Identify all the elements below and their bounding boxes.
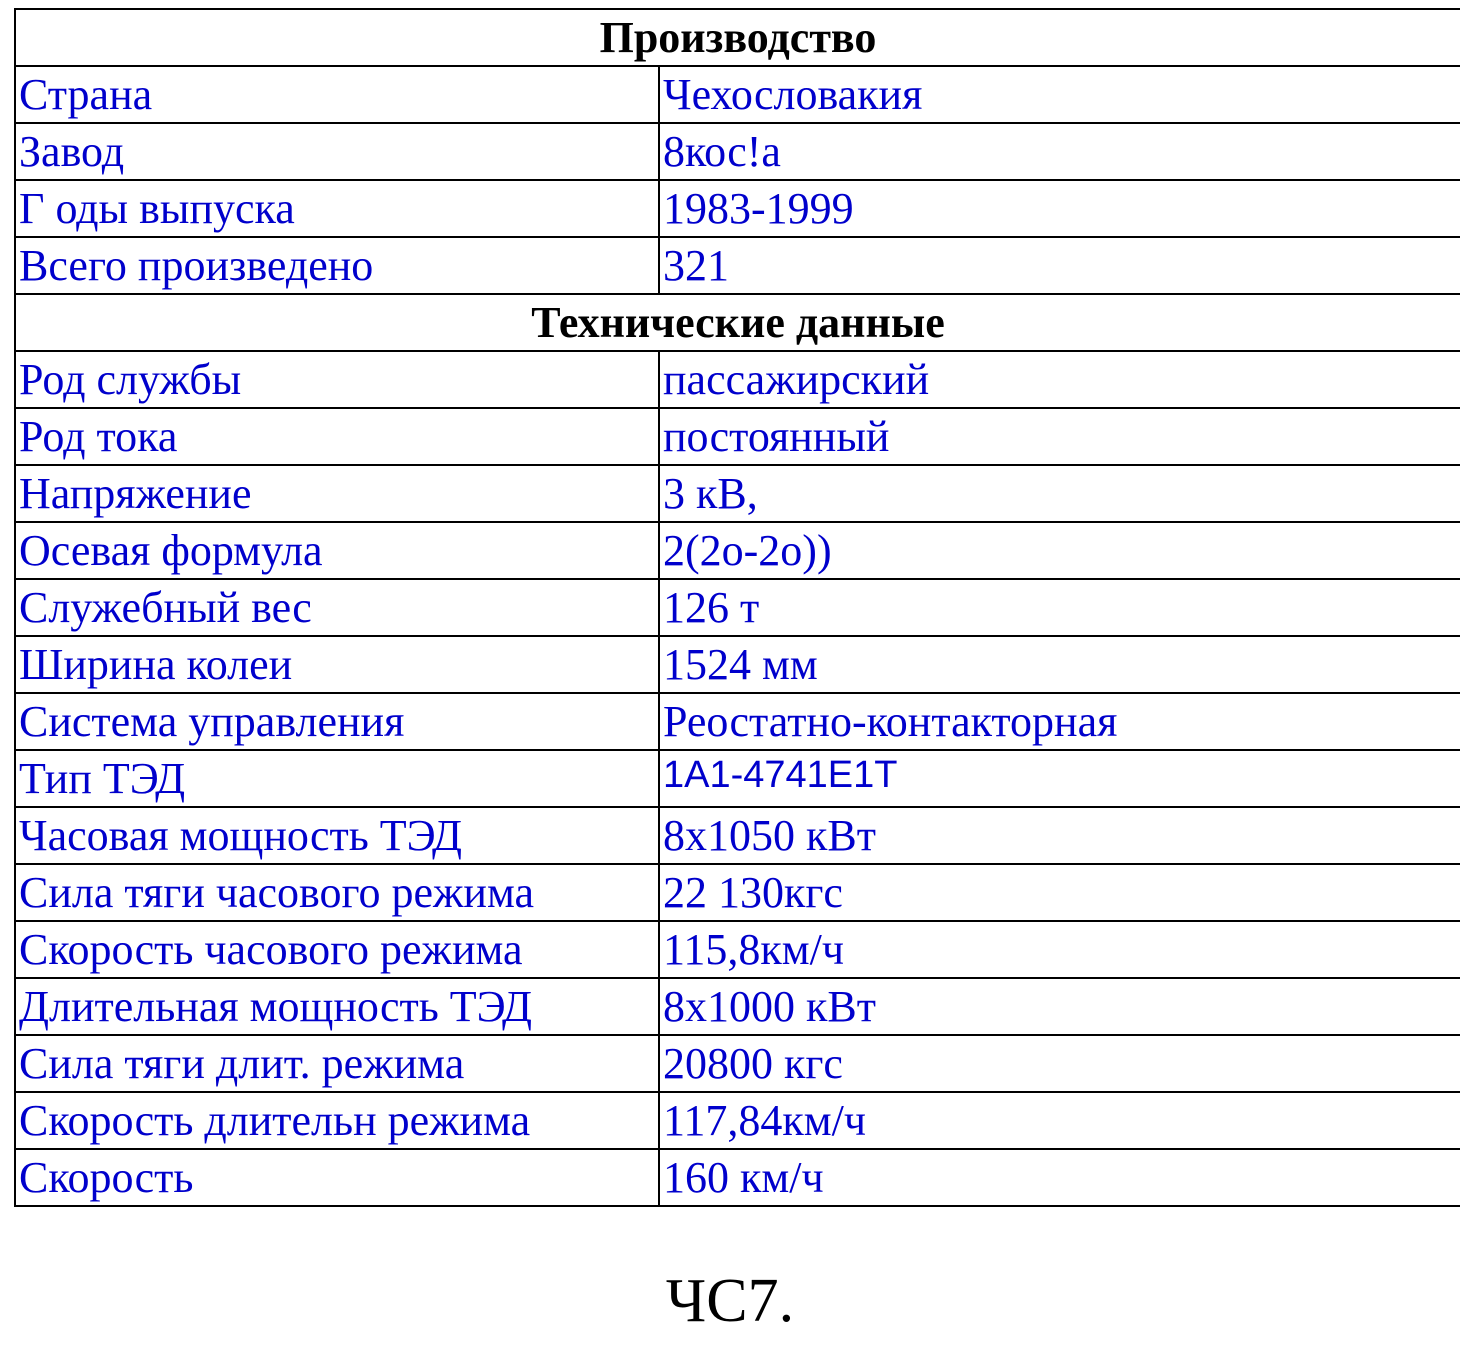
spec-sheet [14,8,1460,1207]
row-label: Часовая мощность ТЭД [15,807,659,864]
row-value: 321 [659,237,1460,294]
table-row [15,921,1460,978]
row-label: Система управления [15,693,659,750]
table-row [15,465,1460,522]
row-label: Напряжение [15,465,659,522]
section-header-production [15,9,1460,66]
table-row [15,636,1460,693]
row-value: 1983-1999 [659,180,1460,237]
table-row [15,123,1460,180]
row-label: Г оды выпуска [15,180,659,237]
row-label: Скорость часового режима [15,921,659,978]
section-title: Производство [15,9,1460,66]
row-label: Страна [15,66,659,123]
row-value: 8x1050 кВт [659,807,1460,864]
row-value: пассажирский [659,351,1460,408]
table-row [15,66,1460,123]
table-row [15,579,1460,636]
row-label: Ширина колеи [15,636,659,693]
row-value: 2(2о-2о)) [659,522,1460,579]
row-label: Всего произведено [15,237,659,294]
section-header-technical [15,294,1460,351]
table-row [15,807,1460,864]
table-row [15,237,1460,294]
table-row [15,351,1460,408]
table-row [15,978,1460,1035]
figure-caption: ЧС7. [665,1267,795,1335]
row-value: 115,8км/ч [659,921,1460,978]
row-label: Род тока [15,408,659,465]
row-label: Скорость длительн режима [15,1092,659,1149]
table-row [15,408,1460,465]
table-row [15,693,1460,750]
row-value: 3 кВ, [659,465,1460,522]
row-label: Скорость [15,1149,659,1206]
row-value: 117,84км/ч [659,1092,1460,1149]
row-value: 1524 мм [659,636,1460,693]
row-value: 8x1000 кВт [659,978,1460,1035]
table-row [15,1035,1460,1092]
row-label: Род службы [15,351,659,408]
row-value: 22 130кгс [659,864,1460,921]
row-label: Сила тяги длит. режима [15,1035,659,1092]
row-value: 8кос!а [659,123,1460,180]
row-value: 20800 кгс [659,1035,1460,1092]
row-label: Служебный вес [15,579,659,636]
spec-table [14,8,1460,1207]
row-value: постоянный [659,408,1460,465]
row-label: Длительная мощность ТЭД [15,978,659,1035]
row-label: Сила тяги часового режима [15,864,659,921]
row-label: Тип ТЭД [15,750,659,807]
row-label: Осевая формула [15,522,659,579]
table-row [15,180,1460,237]
table-row [15,1092,1460,1149]
row-value: 1А1-4741Е1Т [659,750,1460,807]
row-value: Реостатно-контакторная [659,693,1460,750]
section-title: Технические данные [15,294,1460,351]
table-row [15,750,1460,807]
row-value: 126 т [659,579,1460,636]
table-row [15,1149,1460,1206]
table-row [15,522,1460,579]
table-row [15,864,1460,921]
row-label: Завод [15,123,659,180]
row-value: Чехословакия [659,66,1460,123]
row-value: 160 км/ч [659,1149,1460,1206]
